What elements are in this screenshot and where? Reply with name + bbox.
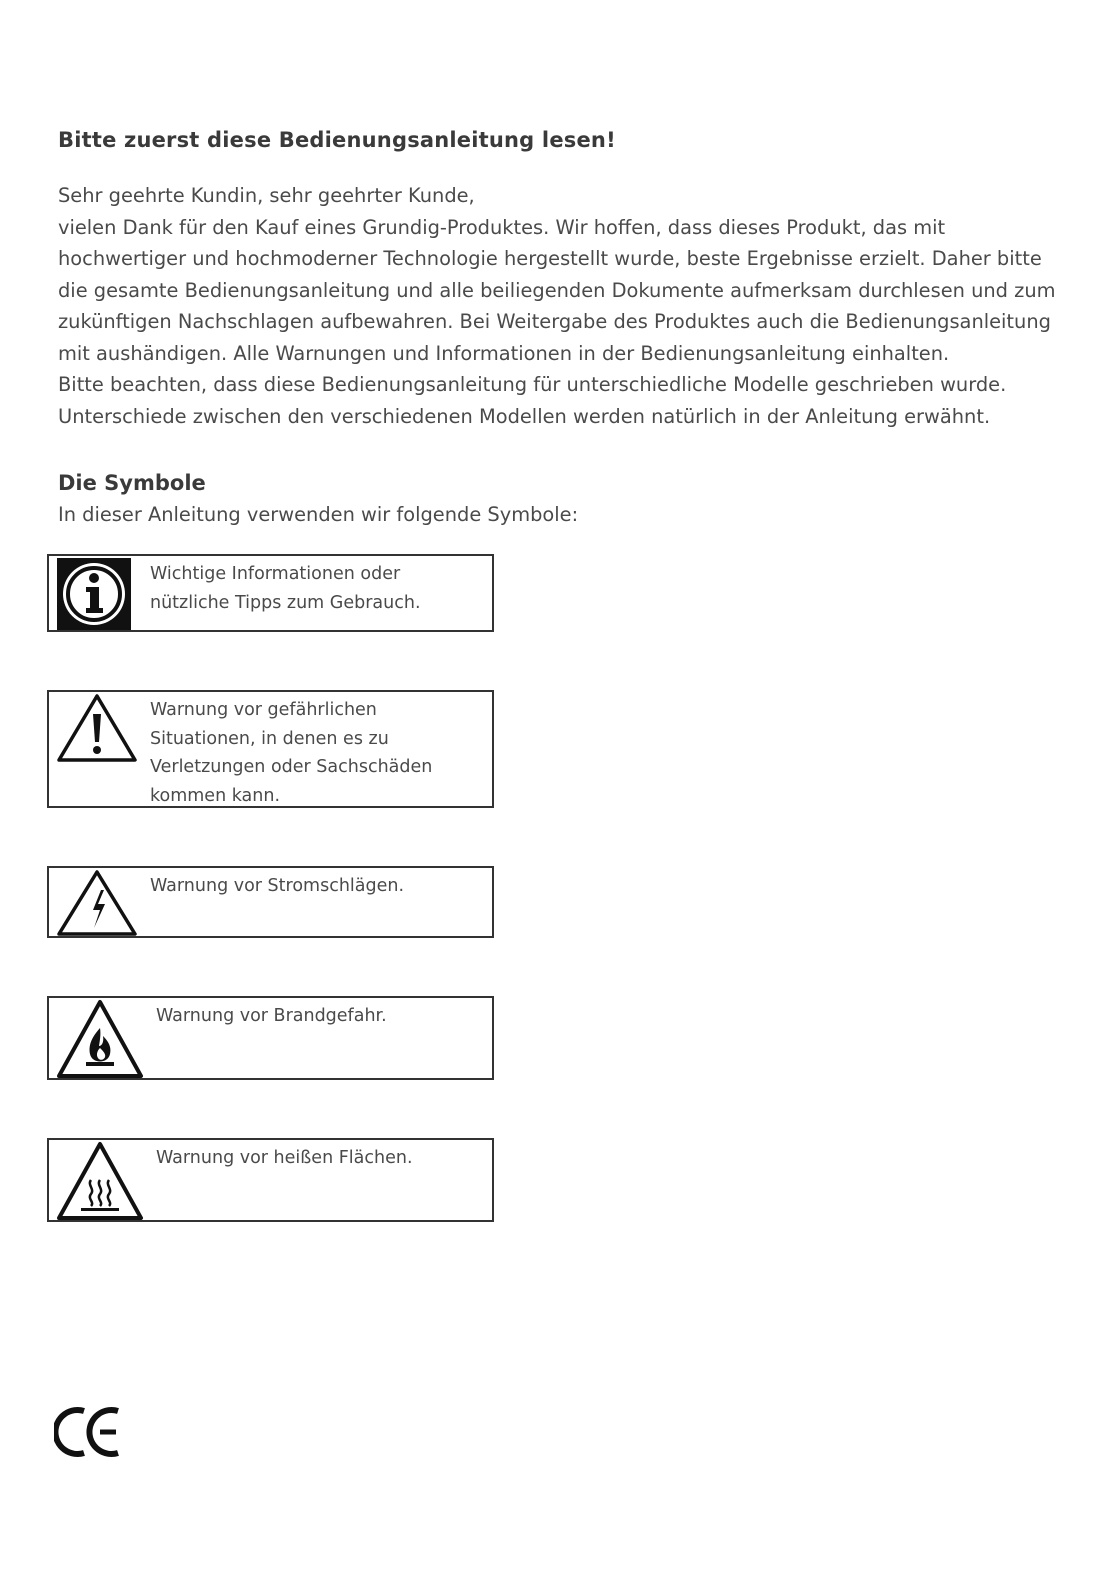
- symbol-text-electric: Warnung vor Stromschlägen.: [150, 876, 405, 896]
- electric-shock-icon: [55, 868, 139, 942]
- symbol-text-hot-surface: Warnung vor heißen Flächen.: [156, 1148, 413, 1168]
- intro-text: [58, 180, 1058, 432]
- symbol-text-fire: Warnung vor Brandgefahr.: [156, 1006, 387, 1026]
- symbol-box-electric: [47, 866, 494, 938]
- intro-paragraph: vielen Dank für den Kauf eines Grundig-Produktes. Wir hoffen, dass dieses Produkt, das mit hochwertiger und hochmoderner Technologie hergestellt wurde, beste Ergebnisse erzielt. Daher bitte die gesamte Bedienungsanleitung und alle beiliegenden Dokumente aufmerksam durchlesen und zum zukünftigen Nachschlagen aufbewahren. Bei Weitergabe des Produktes auch die Bedienungsanleitung mit aushändigen. Alle Warnungen und Informationen in der Bedienungsanleitung einhalten.: [58, 215, 1056, 365]
- symbol-box-warning: [47, 690, 494, 808]
- symbol-box-info: [47, 554, 494, 632]
- symbol-text-info: Wichtige Informationen oder nützliche Tipps zum Gebrauch.: [150, 564, 421, 613]
- symbol-box-hot-surface: [47, 1138, 494, 1222]
- salutation: Sehr geehrte Kundin, sehr geehrter Kunde,: [58, 184, 475, 207]
- warning-icon: [55, 692, 139, 768]
- models-note: Bitte beachten, dass diese Bedienungsanleitung für unterschiedliche Modelle geschrieben wurde. Unterschiede zwischen den verschiedenen Modellen werden natürlich in der Anleitung erwähnt.: [58, 373, 1007, 428]
- symbols-intro: In dieser Anleitung verwenden wir folgende Symbole:: [58, 503, 579, 526]
- symbol-text-warning: Warnung vor gefährlichen Situationen, in denen es zu Verletzungen oder Sachschäden kommen kann.: [150, 700, 433, 806]
- hot-surface-icon: [55, 1140, 145, 1226]
- symbol-box-fire: [47, 996, 494, 1080]
- symbols-heading: Die Symbole: [58, 471, 206, 495]
- fire-hazard-icon: [55, 998, 145, 1084]
- ce-mark-logo: [54, 1406, 124, 1462]
- info-icon: [57, 558, 131, 630]
- page-heading: Bitte zuerst diese Bedienungsanleitung lesen!: [58, 128, 616, 152]
